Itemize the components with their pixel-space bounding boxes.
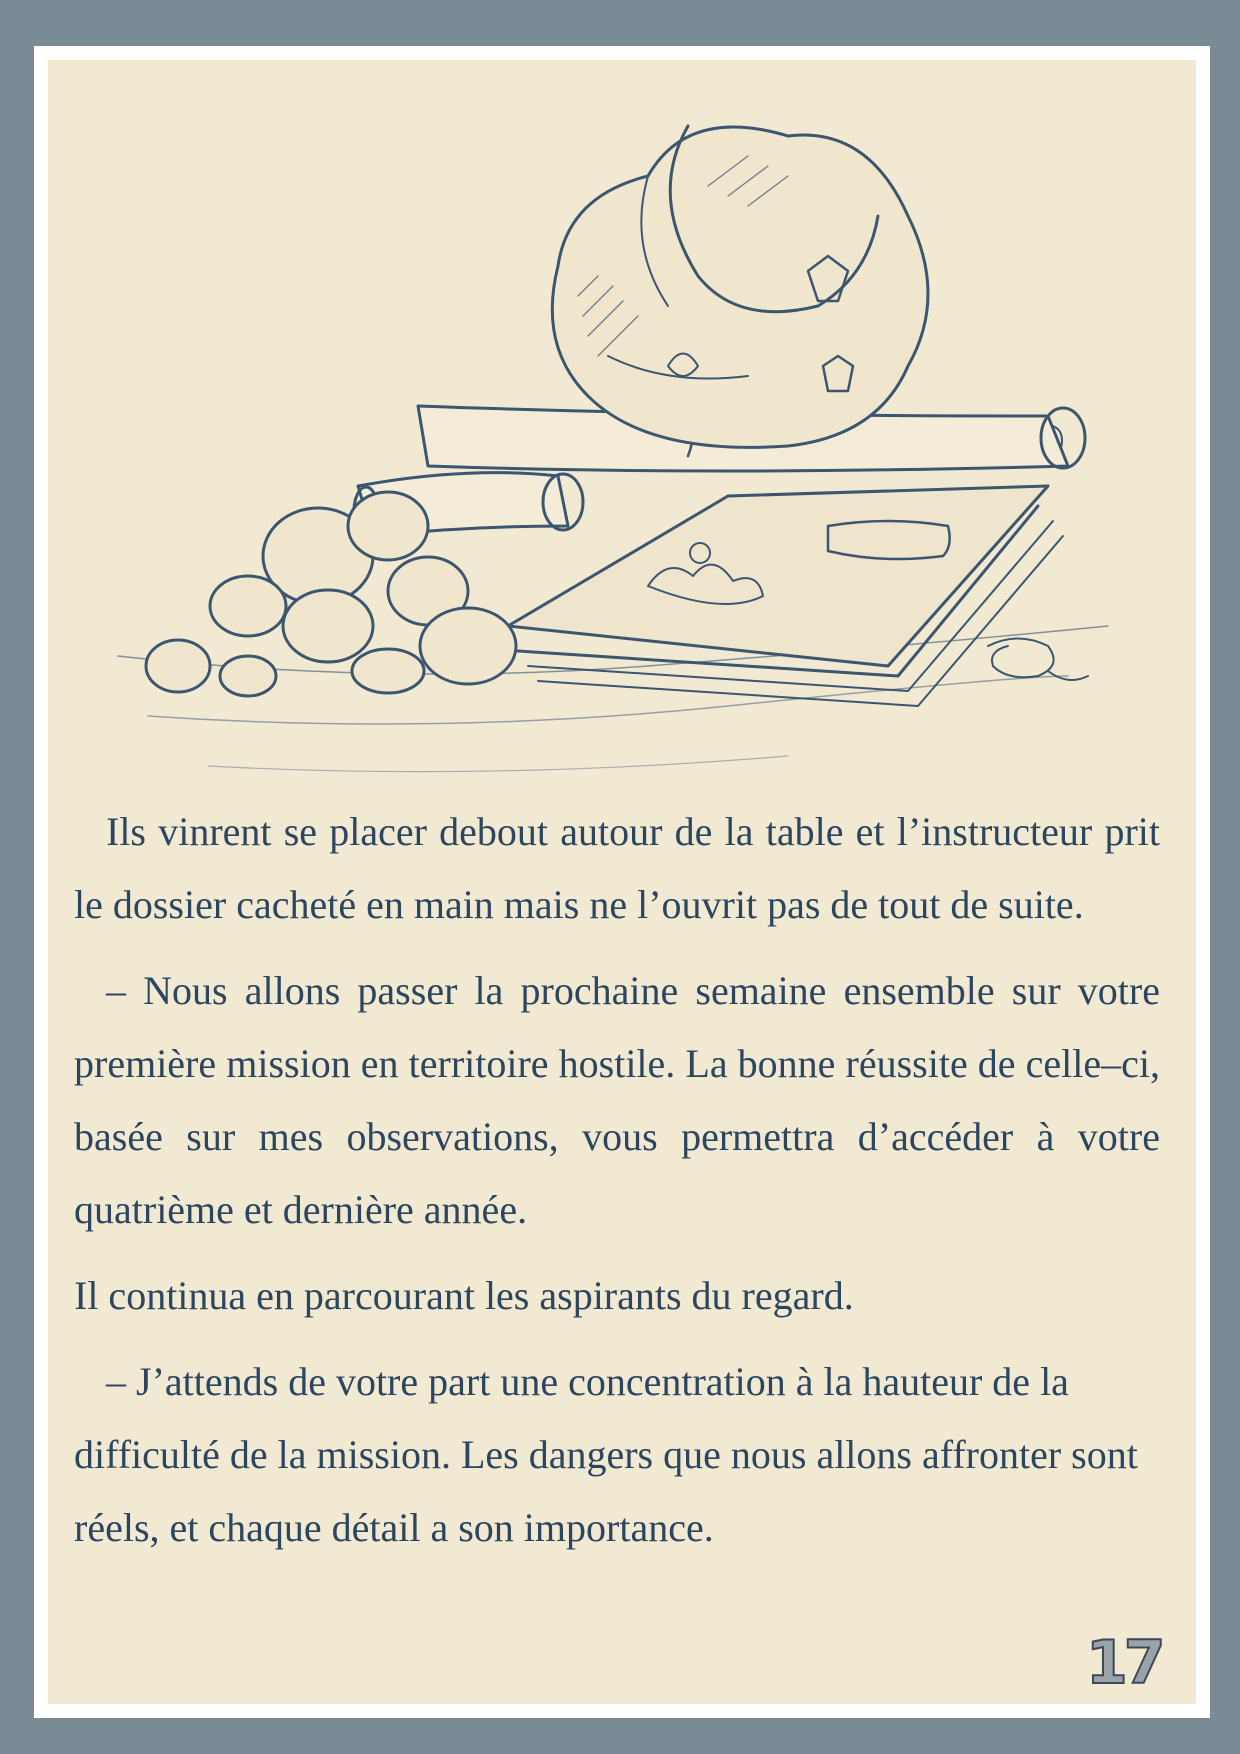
page-number: 17	[1086, 1628, 1162, 1698]
story-text	[74, 795, 1160, 1577]
paragraph: – J’attends de votre part une concentration à la hauteur de la difficulté de la mission. Les dangers que nous allons affronter sont réels, et chaque détail a son importance.	[74, 1359, 1138, 1550]
sketch-illustration	[88, 66, 1168, 796]
paragraph: Il continua en parcourant les aspirants du regard.	[74, 1273, 854, 1318]
paragraph: – Nous allons passer la prochaine semaine ensemble sur votre première mission en territoire hostile. La bonne réussite de celle–ci, basée sur mes observations, vous permettra d’accéder à votre quatrième et dernière année.	[74, 968, 1160, 1232]
book-page	[48, 60, 1196, 1704]
paragraph: Ils vinrent se placer debout autour de la table et l’instructeur prit le dossier cacheté en main mais ne l’ouvrit pas de tout de suite.	[74, 809, 1160, 927]
